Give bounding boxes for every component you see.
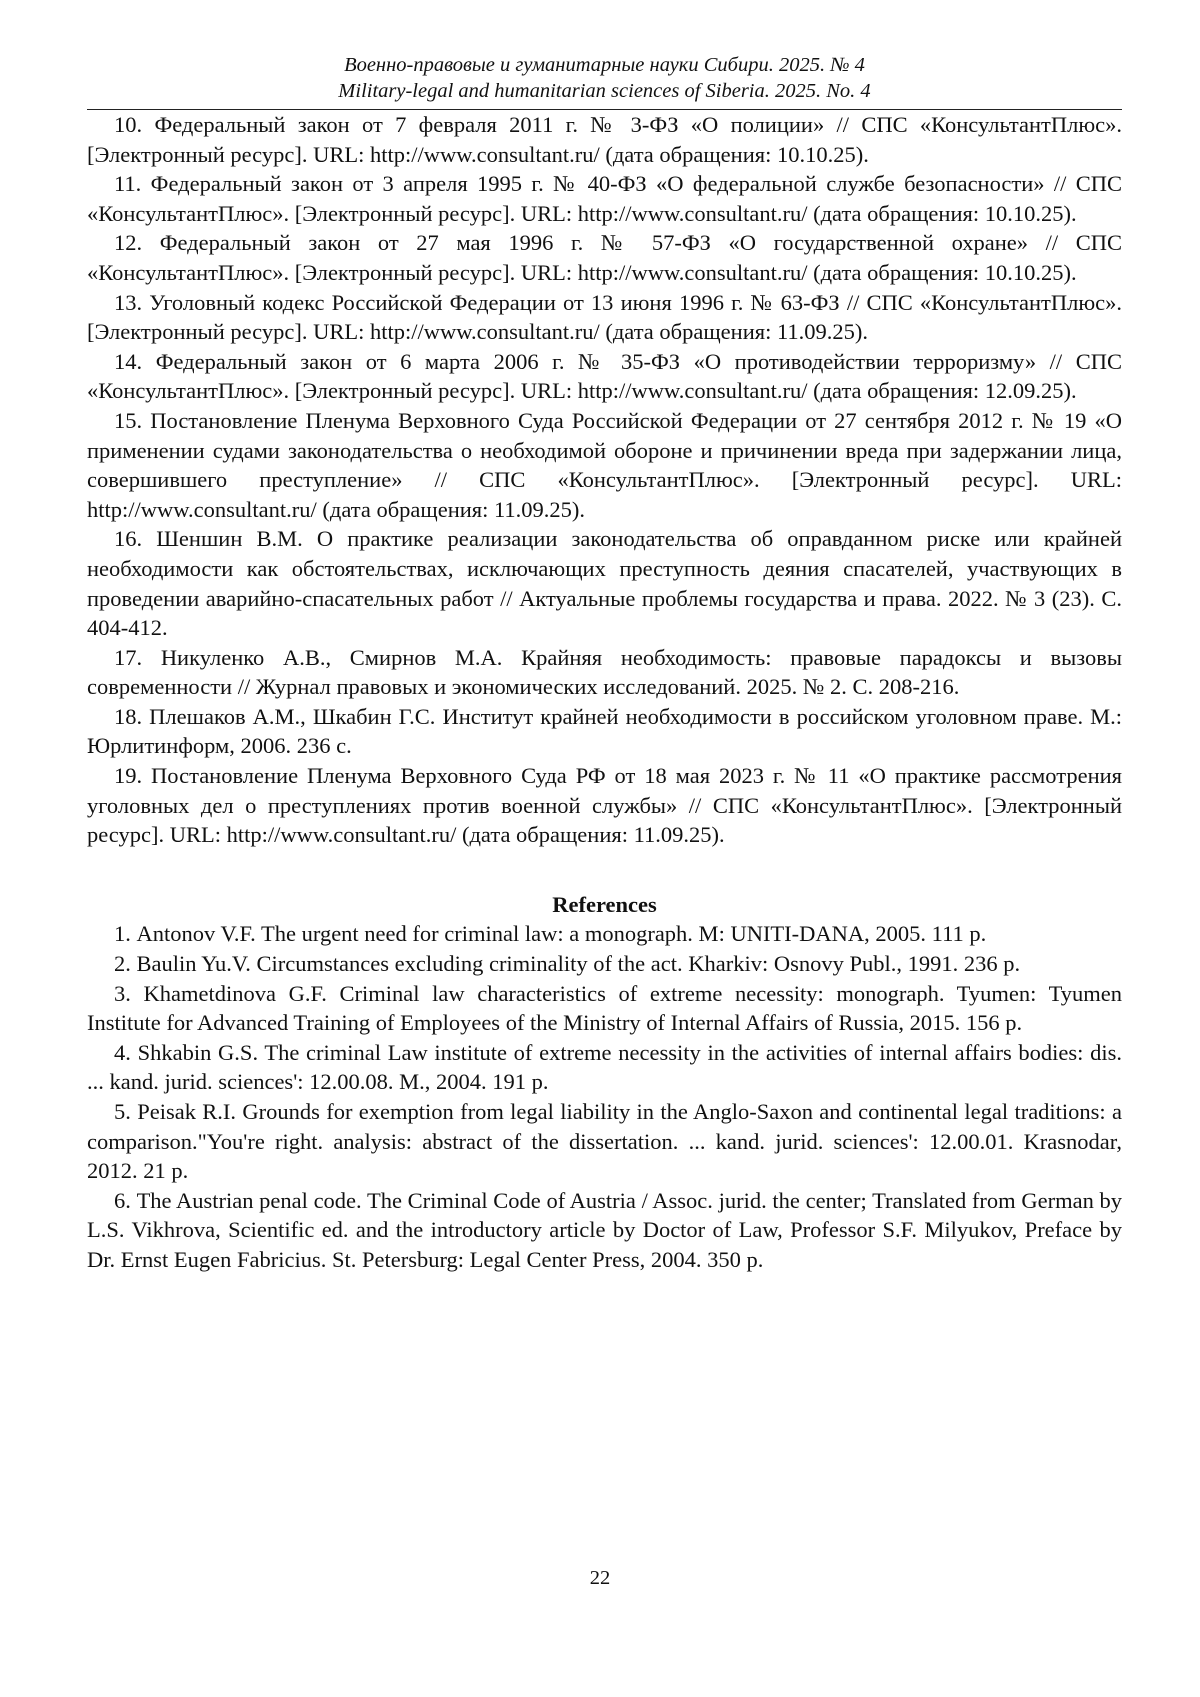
entry-number: 17.: [114, 644, 143, 670]
entry-text: Никуленко А.В., Смирнов М.А. Крайняя необходимость: правовые парадоксы и вызовы современности // Журнал правовых и экономических исследований. 2025. № 2. С. 208-216.: [87, 644, 1122, 700]
entry-number: 6.: [114, 1187, 131, 1213]
entry-text: Шеншин В.М. О практике реализации законодательства об оправданном риске или крайней необходимости как обстоятельствах, исключающих преступность деяния спасателей, участвующих в проведении аварийно-спасательных работ // Актуальные проблемы государства и права. 2022. № 3 (23). С. 404-412.: [87, 526, 1122, 641]
source-entry: [87, 110, 1122, 169]
running-header: [87, 52, 1122, 110]
source-entry: [87, 347, 1122, 406]
entry-text: Плешаков А.М., Шкабин Г.С. Институт крайней необходимости в российском уголовном праве. М.: Юрлитинформ, 2006. 236 с.: [87, 703, 1122, 759]
reference-entry: [87, 1038, 1122, 1097]
source-entry: [87, 643, 1122, 702]
references-heading: References: [552, 891, 657, 917]
sources-list: [87, 110, 1122, 850]
source-entry: [87, 169, 1122, 228]
journal-title-en: Military-legal and humanitarian sciences of Siberia. 2025. No. 4: [338, 80, 871, 102]
source-entry: [87, 288, 1122, 347]
source-entry: [87, 406, 1122, 524]
entry-text: Baulin Yu.V. Circumstances excluding criminality of the act. Kharkiv: Osnovy Publ., 1991. 236 p.: [136, 951, 1021, 977]
journal-title-ru: Военно-правовые и гуманитарные науки Сибири. 2025. № 4: [344, 54, 865, 76]
entry-number: 13.: [114, 289, 143, 315]
entry-text: Постановление Пленума Верховного Суда РФ от 18 мая 2023 г. № 11 «О практике рассмотрения уголовных дел о преступлениях против военной службы» // СПС «КонсультантПлюс». [Электронный ресурс]. URL: http://www.consultant.ru/ (дата обращения: 11.09.25).: [87, 763, 1123, 848]
entry-number: 14.: [114, 348, 143, 374]
entry-text: Shkabin G.S. The criminal Law institute of extreme necessity in the activities of internal affairs bodies: dis. ... kand. jurid. sciences': 12.00.08. M., 2004. 191 p.: [87, 1039, 1123, 1095]
entry-text: Федеральный закон от 3 апреля 1995 г. № 40-ФЗ «О федеральной службе безопасности» // СПС «КонсультантПлюс». [Электронный ресурс]. URL: http://www.consultant.ru/ (дата обращения: 10.10.25).: [87, 171, 1123, 226]
page-number: 22: [589, 1567, 611, 1589]
entry-number: 18.: [114, 703, 143, 729]
entry-text: Постановление Пленума Верховного Суда Российской Федерации от 27 сентября 2012 г. № 19 «О применении судами законодательства о необходимой обороне и причинении вреда при задержании лица, совершившего преступление» // СПС «КонсультантПлюс». [Электронный ресурс]. URL: http://www.consultant.ru/ (дата обращения: 11.09.25).: [87, 407, 1123, 522]
source-entry: [87, 524, 1122, 642]
entry-text: Peisak R.I. Grounds for exemption from legal liability in the Anglo-Saxon and continental legal traditions: a comparison."You're right. analysis: abstract of the dissertation. ... kand. jurid. sciences': 12.00.01. Krasnodar, 2012. 21 p.: [87, 1099, 1123, 1184]
reference-entry: [87, 919, 1122, 949]
reference-entry: [87, 1097, 1122, 1186]
entry-text: Федеральный закон от 7 февраля 2011 г. № 3-ФЗ «О полиции» // СПС «КонсультантПлюс». [Электронный ресурс]. URL: http://www.consultant.ru/ (дата обращения: 10.10.25).: [87, 112, 1123, 167]
entry-number: 2.: [114, 951, 131, 977]
source-entry: [87, 228, 1122, 287]
entry-text: The Austrian penal code. The Criminal Code of Austria / Assoc. jurid. the center; Translated from German by L.S. Vikhrova, Scientific ed. and the introductory article by Doctor of Law, Professor S.F. Milyukov, Preface by Dr. Ernst Eugen Fabricius. St. Petersburg: Legal Center Press, 2004. 350 p.: [87, 1187, 1122, 1272]
entry-text: Уголовный кодекс Российской Федерации от 13 июня 1996 г. № 63-ФЗ // СПС «КонсультантПлюс». [Электронный ресурс]. URL: http://www.consultant.ru/ (дата обращения: 11.09.25).: [87, 289, 1122, 345]
entry-number: 3.: [114, 980, 131, 1006]
reference-entry: [87, 979, 1122, 1038]
page: [87, 52, 1122, 1275]
entry-number: 12.: [114, 230, 143, 256]
entry-number: 10.: [114, 112, 143, 137]
entry-number: 19.: [114, 763, 143, 789]
entry-number: 15.: [114, 407, 143, 433]
entry-number: 4.: [114, 1039, 131, 1065]
reference-entry: [87, 949, 1122, 979]
references-list: [87, 919, 1122, 1274]
reference-entry: [87, 1186, 1122, 1275]
entry-text: Khametdinova G.F. Criminal law characteristics of extreme necessity: monograph. Tyumen: Tyumen Institute for Advanced Training of Employees of the Ministry of Internal Affairs of Russia, 2015. 156 p.: [87, 980, 1122, 1036]
source-entry: [87, 761, 1122, 850]
entry-number: 11.: [114, 171, 142, 197]
entry-text: Федеральный закон от 6 марта 2006 г. № 35-ФЗ «О противодействии терроризму» // СПС «КонсультантПлюс». [Электронный ресурс]. URL: http://www.consultant.ru/ (дата обращения: 12.09.25).: [87, 348, 1123, 404]
entry-text: Федеральный закон от 27 мая 1996 г. № 57-ФЗ «О государственной охране» // СПС «КонсультантПлюс». [Электронный ресурс]. URL: http://www.consultant.ru/ (дата обращения: 10.10.25).: [87, 230, 1122, 285]
entry-text: Antonov V.F. The urgent need for criminal law: a monograph. M: UNITI-DANA, 2005. 111 p.: [136, 921, 987, 947]
source-entry: [87, 702, 1122, 761]
entry-number: 16.: [114, 526, 143, 552]
entry-number: 1.: [114, 921, 131, 947]
entry-number: 5.: [114, 1099, 131, 1124]
